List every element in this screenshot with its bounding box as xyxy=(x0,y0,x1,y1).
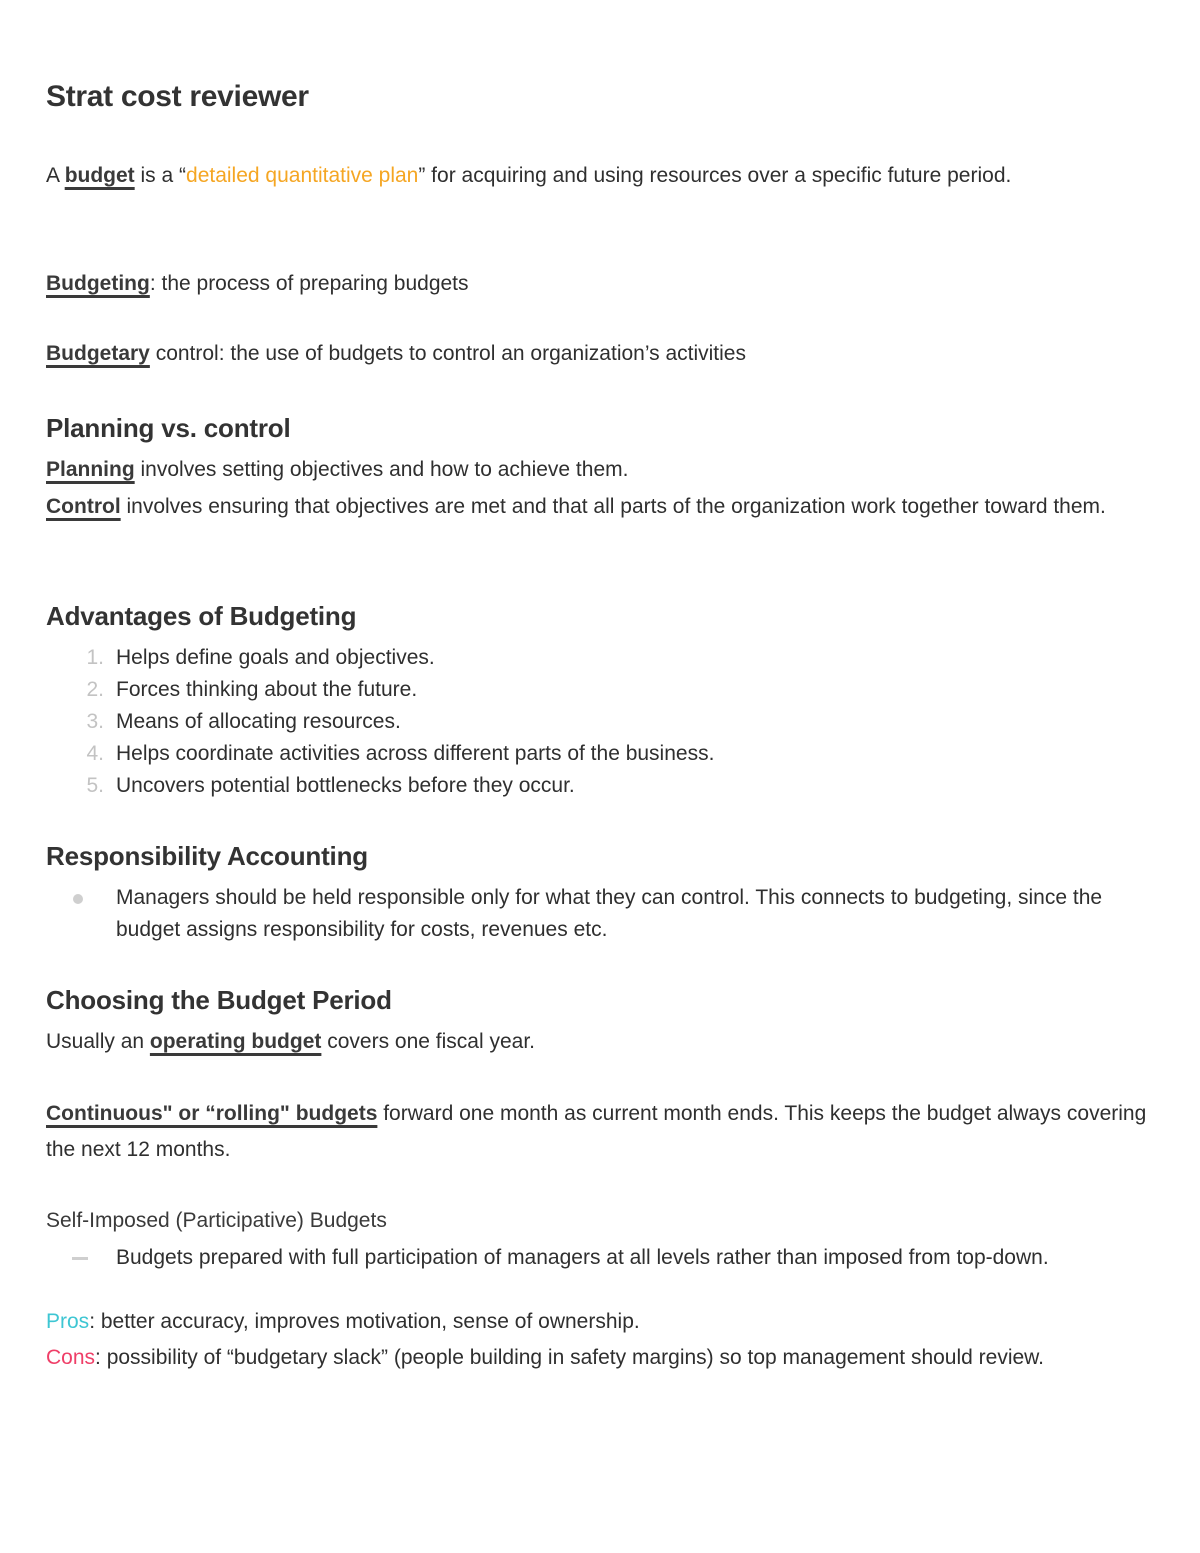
heading-advantages: Advantages of Budgeting xyxy=(46,601,357,631)
cons-line xyxy=(46,1340,1156,1376)
term-budget: budget xyxy=(64,164,135,187)
pros-label: Pros xyxy=(46,1310,90,1333)
list-number: 5. xyxy=(86,774,104,797)
list-item-text: Forces thinking about the future. xyxy=(116,678,418,701)
pros-text: : better accuracy, improves motivation, sense of ownership. xyxy=(89,1310,640,1333)
budgetary-definition-text: control: the use of budgets to control an organization’s activities xyxy=(149,342,746,365)
list-item xyxy=(46,770,1156,802)
term-budgetary: Budgetary xyxy=(46,342,150,365)
bullet-item xyxy=(46,882,1156,946)
list-number: 3. xyxy=(86,710,104,733)
list-number: 4. xyxy=(86,742,104,765)
operating-budget-sentence xyxy=(46,1024,535,1060)
list-item-text: Helps coordinate activities across different parts of the business. xyxy=(116,742,715,765)
continuous-budget-sentence xyxy=(46,1096,1156,1168)
term-budgeting: Budgeting xyxy=(46,272,150,295)
page-title: Strat cost reviewer xyxy=(46,80,309,113)
advantages-list xyxy=(46,642,1156,802)
covers-text: covers one fiscal year. xyxy=(321,1030,535,1053)
budgeting-definition-text: : the process of preparing budgets xyxy=(149,272,469,295)
planning-definition-text: involves setting objectives and how to achieve them. xyxy=(134,458,629,481)
term-operating-budget: operating budget xyxy=(149,1030,322,1053)
dash-icon xyxy=(72,1257,88,1260)
dash-item xyxy=(46,1242,1156,1274)
list-number: 1. xyxy=(86,646,104,669)
intro-text-rest: ” for acquiring and using resources over a specific future period. xyxy=(418,164,1012,187)
list-item-text: Means of allocating resources. xyxy=(116,710,401,733)
list-number: 2. xyxy=(86,678,104,701)
budget-definition xyxy=(46,158,1156,194)
pros-line xyxy=(46,1304,640,1340)
heading-self-imposed: Self-Imposed (Participative) Budgets xyxy=(46,1209,387,1232)
term-control: Control xyxy=(46,495,121,518)
cons-text: : possibility of “budgetary slack” (people building in safety margins) so top management should review. xyxy=(95,1346,1045,1369)
control-definition-text: involves ensuring that objectives are met and that all parts of the organization work together toward them. xyxy=(120,495,1106,518)
intro-text-a: A xyxy=(46,164,65,187)
control-definition xyxy=(46,489,1156,525)
budgeting-definition xyxy=(46,266,469,302)
heading-responsibility-accounting: Responsibility Accounting xyxy=(46,841,368,871)
dash-item-text: Budgets prepared with full participation of managers at all levels rather than imposed from top-down. xyxy=(116,1246,1049,1269)
heading-planning-vs-control: Planning vs. control xyxy=(46,413,291,443)
continuous-budget-text: forward one month as current month ends. This keeps the budget always covering the next 12 months. xyxy=(46,1102,1147,1161)
cons-label: Cons xyxy=(46,1346,96,1369)
list-item xyxy=(46,738,1156,770)
bullet-item-text: Managers should be held responsible only for what they can control. This connects to budgeting, since the budget assigns responsibility for costs, revenues etc. xyxy=(116,886,1103,941)
planning-definition xyxy=(46,452,628,488)
responsibility-list xyxy=(46,882,1156,946)
highlight-detailed-plan: detailed quantitative plan xyxy=(186,164,419,187)
list-item xyxy=(46,642,1156,674)
self-imposed-list xyxy=(46,1242,1156,1274)
intro-text-is-a: is a “ xyxy=(134,164,187,187)
term-planning: Planning xyxy=(46,458,135,481)
list-item xyxy=(46,706,1156,738)
budgetary-control-definition xyxy=(46,336,746,372)
list-item-text: Helps define goals and objectives. xyxy=(116,646,435,669)
list-item-text: Uncovers potential bottlenecks before they occur. xyxy=(116,774,575,797)
bullet-dot-icon xyxy=(73,894,83,904)
heading-budget-period: Choosing the Budget Period xyxy=(46,985,392,1015)
usually-text: Usually an xyxy=(46,1030,150,1053)
list-item xyxy=(46,674,1156,706)
term-continuous-budgets: Continuous" or “rolling" budgets xyxy=(46,1102,378,1125)
